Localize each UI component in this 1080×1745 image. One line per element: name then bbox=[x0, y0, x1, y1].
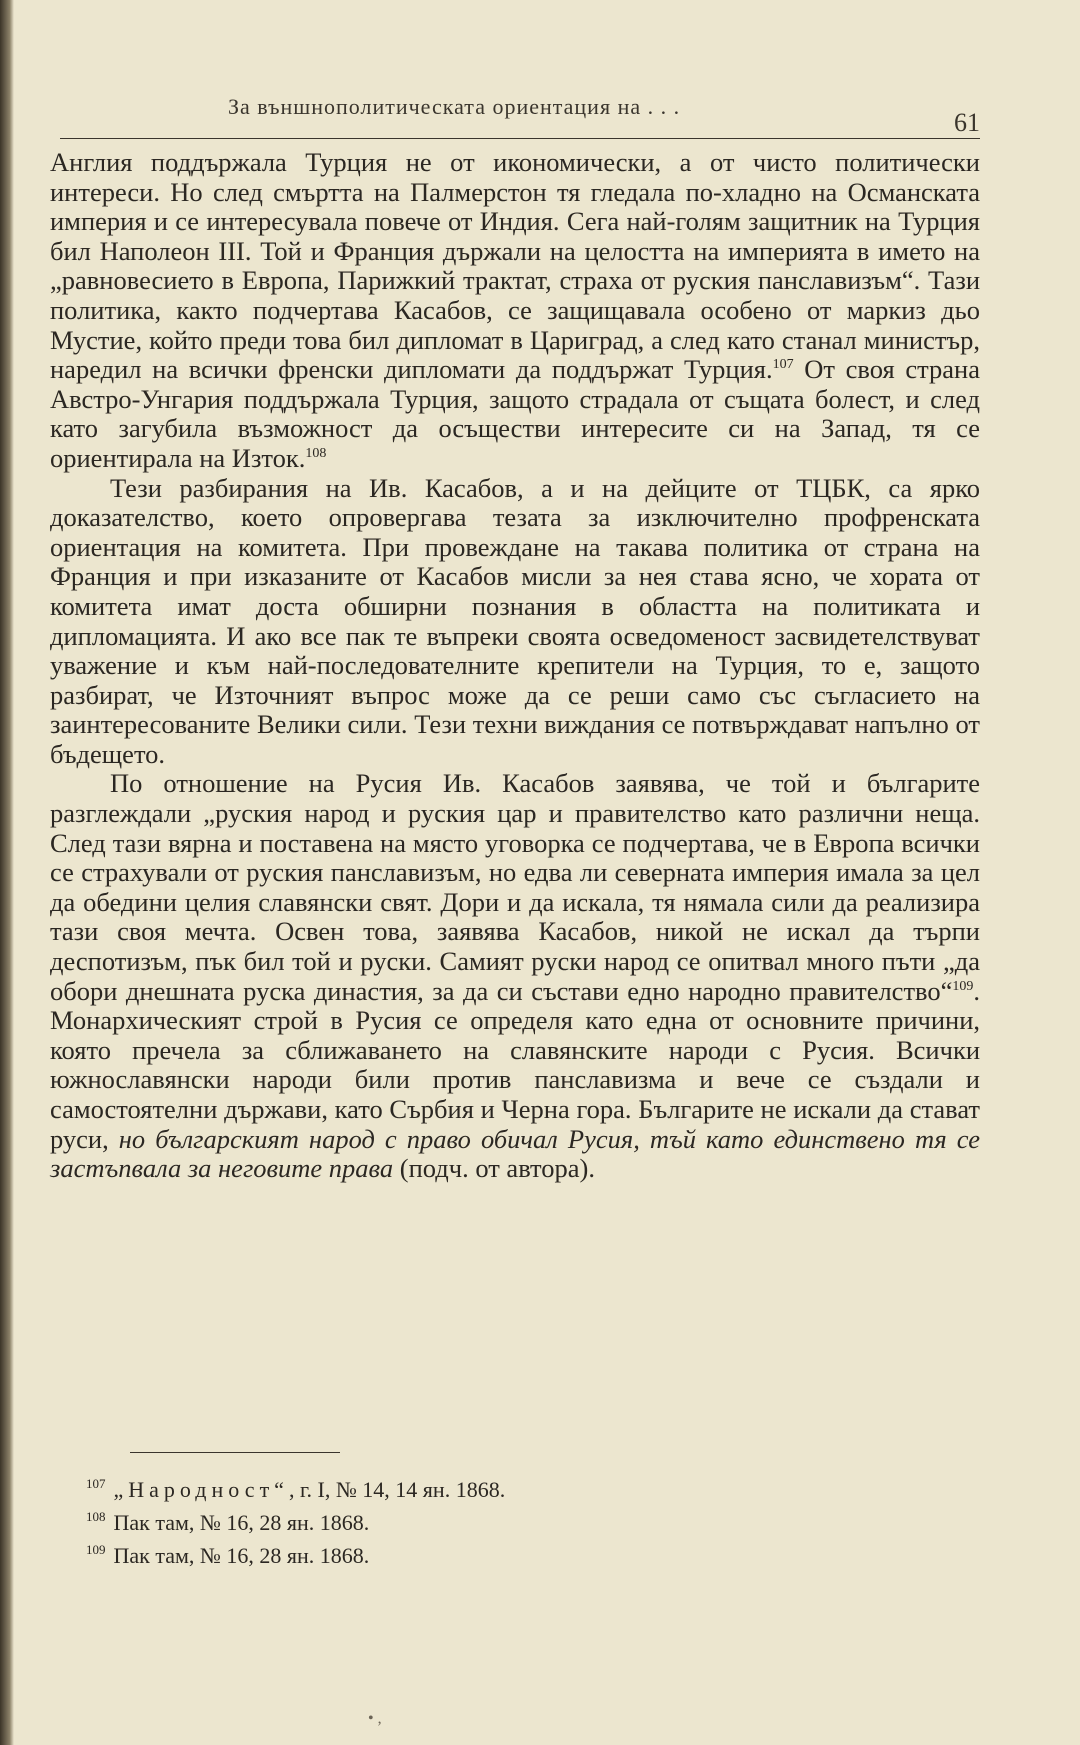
footnote-text: , г. I, № 14, 14 ян. 1868. bbox=[288, 1477, 506, 1502]
footnote-number: 109 bbox=[86, 1542, 106, 1557]
footnote-text: , № 16, 28 ян. 1868. bbox=[188, 1510, 370, 1535]
footnote-number: 108 bbox=[86, 1509, 106, 1524]
footnote-source: Пак там bbox=[113, 1543, 189, 1568]
body-text bbox=[50, 148, 980, 1184]
header-rule bbox=[60, 138, 980, 139]
paragraph-3-text-b: . Монархическият строй в Русия се определя като една от основните причини, която пречела за сближаването на славянските народи с Русия. Всички южнославянски народи били против панславизма и вече се създали и самостоятелни държави, като Сърбия и Черна гора. Българите не искали да стават руси, bbox=[50, 975, 980, 1154]
footnote-107 bbox=[86, 1470, 886, 1503]
footnote-109 bbox=[86, 1536, 886, 1569]
footnote-ref-108: 108 bbox=[305, 445, 327, 461]
footnote-108 bbox=[86, 1503, 886, 1536]
footnote-source: „Народност“ bbox=[113, 1477, 289, 1502]
paragraph-3 bbox=[50, 769, 980, 1183]
running-title: За външнополитическата ориентация на . . . bbox=[228, 94, 681, 119]
paragraph-2: Тези разбирания на Ив. Касабов, а и на дейците от ТЦБК, са ярко доказателство, което опровергава тезата за изключително профренската ориентация на комитета. При провеждане на такава политика от страна на Франция и при изказаните от Касабов мисли за нея става ясно, че хората от комитета имат доста обширни познания в областта на политиката и дипломацията. И ако все пак те въпреки своята осведоменост засвидетелствуват уважение и към най-последователните крепители на Турция, то е, защото разбират, че Източният въпрос може да се реши само със съгласието на заинтересованите Велики сили. Тези техни виждания се потвърждават напълно от бъдещето. bbox=[50, 472, 980, 769]
paragraph-1 bbox=[50, 148, 980, 474]
paragraph-3-emphasis: но българският народ с право обичал Русия, тъй като единствено тя се застъпвала за неговите права bbox=[50, 1123, 980, 1184]
footnote-ref-109: 109 bbox=[952, 978, 974, 994]
footnote-number: 107 bbox=[86, 1476, 106, 1491]
footnote-source: Пак там bbox=[113, 1510, 189, 1535]
paragraph-3-text-c: (подч. от автора). bbox=[393, 1153, 595, 1184]
footnotes bbox=[86, 1470, 886, 1569]
footnote-text: , № 16, 28 ян. 1868. bbox=[188, 1543, 370, 1568]
page-speck-mark: • , bbox=[368, 1710, 382, 1727]
footnote-ref-107: 107 bbox=[772, 357, 794, 373]
running-header bbox=[60, 88, 980, 142]
footnote-rule bbox=[130, 1452, 340, 1453]
paragraph-3-text-a: По отношение на Русия Ив. Касабов заявява, че той и българите разглеждали „руския народ и руския цар и правителство като различни неща. След тази вярна и поставена на място уговорка се подчертава, че в Европа всички се страхували от руския панславизъм, но едва ли северната империя имала за цел да обедини целия славянски свят. Дори и да искала, тя нямала сили да реализира тази своя мечта. Освен това, заявява Касабов, никой не искал да търпи деспотизъм, пък бил той и руски. Самият руски народ се опитвал много пъти „да обори днешната руска династия, за да си състави едно народно правителство“ bbox=[50, 768, 980, 1006]
paragraph-1-text-a: Англия поддържала Турция не от икономически, а от чисто политически интереси. Но след смъртта на Палмерстон тя гледала по-хладно на Османската империя и се интересувала повече от Индия. Сега най-голям защитник на Турция бил Наполеон III. Той и Франция държали на целостта на империята в името на „равновесието в Европа, Парижкий трактат, страха от руския панславизъм“. Тази политика, както подчертава Касабов, се защищавала особено от маркиз дьо Мустие, който преди това бил дипломат в Цариград, а след като станал министър, наредил на всички френски дипломати да поддържат Турция. bbox=[50, 147, 980, 385]
paragraph-1-text-b: От своя страна Австро-Унгария поддържала Турция, защото страдала от същата болест, и след като загубила възможност да осъществи интересите си на Запад, тя се ориентирала на Изток. bbox=[50, 354, 980, 473]
page-number: 61 bbox=[954, 108, 980, 137]
